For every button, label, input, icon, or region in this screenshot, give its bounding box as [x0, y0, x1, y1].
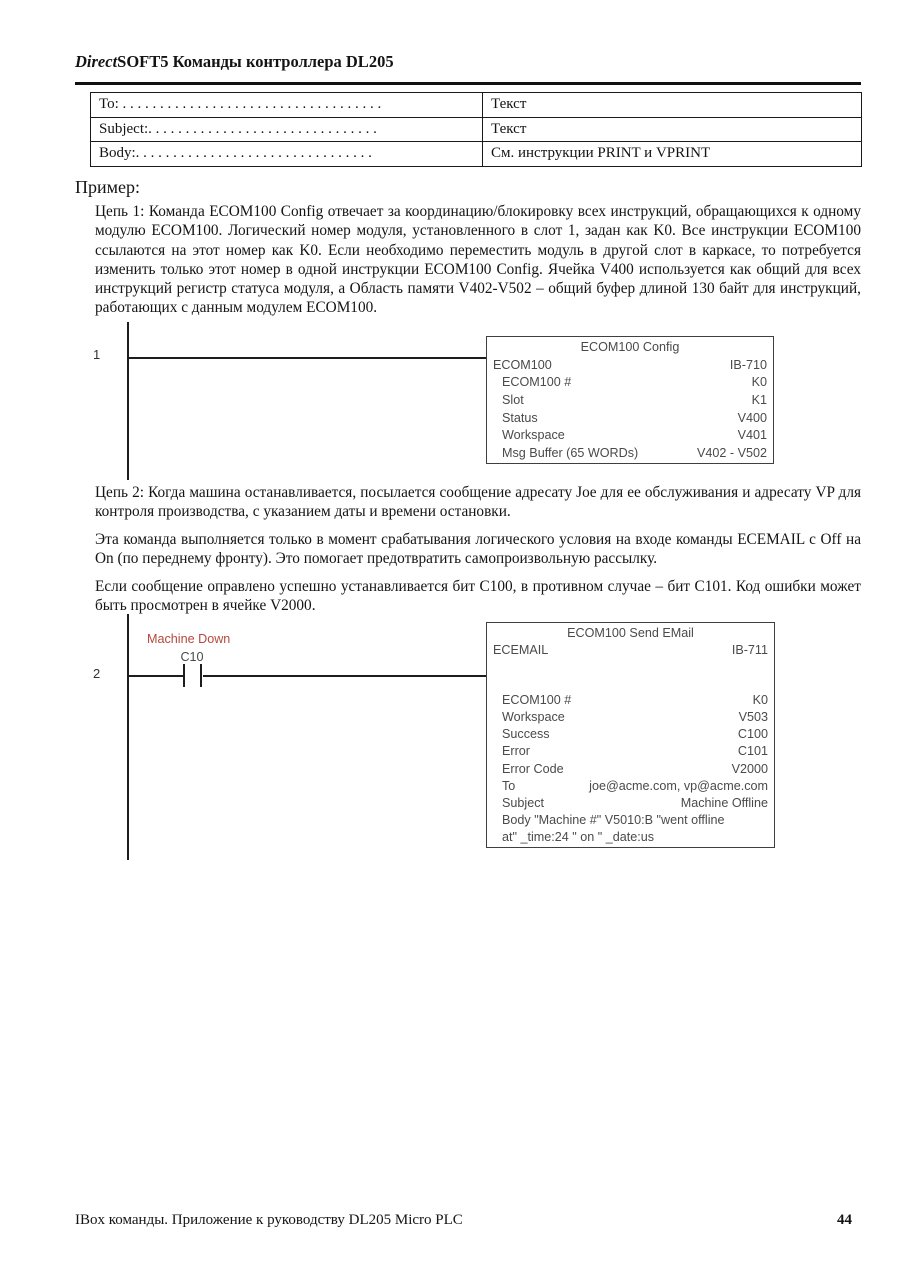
- ibox-row-value: V400: [737, 410, 767, 425]
- ibox-row-label: Workspace: [502, 710, 565, 725]
- ibox-row-value: V401: [737, 428, 767, 443]
- ibox-title: ECOM100 Send EMail: [567, 626, 694, 640]
- brand-italic: Direct: [75, 52, 118, 71]
- ibox-row: [493, 393, 767, 407]
- ibox-title: ECOM100 Config: [580, 340, 680, 354]
- ibox-row-value: C101: [737, 744, 768, 759]
- field-label-body: Body:. . . . . . . . . . . . . . . . . . . . . . . . . . . . . . . .: [91, 142, 483, 167]
- ibox-row-value: K0: [752, 693, 768, 708]
- ibox-row: [493, 710, 768, 724]
- ibox-row-value: C100: [737, 727, 768, 742]
- ibox-row: [493, 411, 767, 425]
- ibox-row-value: K0: [751, 375, 767, 390]
- ibox-row-value: joe@acme.com, vp@acme.com: [589, 778, 768, 793]
- table-row: [91, 142, 862, 167]
- rung2-number: 2: [93, 666, 101, 681]
- table-row: [91, 117, 862, 142]
- rung1-left-rail: [127, 322, 129, 480]
- ibox-row-label: Status: [502, 410, 538, 425]
- ibox-row-label: Slot: [502, 392, 524, 407]
- ibox-row-label: To: [502, 778, 516, 793]
- ibox-row: [493, 375, 767, 389]
- ibox-row-value: IB-711: [731, 643, 768, 658]
- ibox-row-value: V2000: [731, 761, 768, 776]
- email-fields-table: [90, 92, 862, 167]
- ibox-row: [493, 446, 767, 460]
- ibox-row-label: Error: [502, 744, 530, 759]
- ibox-row: [493, 358, 767, 372]
- ibox-row-value: Machine Offline: [680, 795, 768, 810]
- ecom100-send-email-ibox: [486, 622, 775, 848]
- ibox-row: [493, 693, 768, 707]
- paragraph-chain2: Цепь 2: Когда машина останавливается, посылается сообщение адресату Joe для ее обслуживания и адресату VP для контроля производства, с указанием даты и времени остановки.: [95, 484, 861, 521]
- page-number: 44: [837, 1212, 852, 1228]
- contact-bar-left: [183, 664, 185, 687]
- brand-rest: SOFT5 Команды контроллера DL205: [117, 52, 394, 71]
- ibox-row-label: ECOM100 #: [502, 693, 572, 708]
- ibox-row: [493, 779, 768, 793]
- rung1-number: 1: [93, 347, 101, 362]
- ibox-body-text: Body "Machine #" V5010:B "went offline: [502, 812, 725, 827]
- ibox-row: [493, 762, 768, 776]
- ibox-row-label: ECOM100: [493, 357, 552, 372]
- ibox-body-text: at" _time:24 " on " _date:us: [502, 829, 655, 844]
- field-value-body: См. инструкции PRINT и VPRINT: [483, 142, 862, 167]
- ibox-row: [493, 428, 767, 442]
- ibox-spacer: [493, 660, 768, 690]
- rung2-wire-left: [128, 675, 184, 677]
- field-label-subject: Subject:. . . . . . . . . . . . . . . . . . . . . . . . . . . . . . .: [91, 117, 483, 142]
- ibox-row: [493, 796, 768, 810]
- field-value-subject: Текст: [483, 117, 862, 142]
- ibox-row-label: ECEMAIL: [493, 643, 549, 658]
- ecom100-config-ibox: [486, 336, 774, 464]
- ibox-row: [493, 727, 768, 741]
- header-rule: [75, 82, 861, 85]
- ibox-row-label: ECOM100 #: [502, 375, 572, 390]
- ibox-row-value: K1: [751, 392, 767, 407]
- ibox-body-line: [493, 813, 768, 827]
- footer-text: IBox команды. Приложение к руководству DL205 Micro PLC: [75, 1212, 463, 1228]
- page-header-title: [75, 52, 394, 72]
- rung2-wire-right: [203, 675, 486, 677]
- ibox-row-label: Success: [502, 727, 550, 742]
- contact-tag: C10: [180, 650, 204, 664]
- example-heading: Пример:: [75, 177, 141, 197]
- ibox-row: [493, 744, 768, 758]
- ibox-row: [493, 643, 768, 657]
- rung2-left-rail: [127, 614, 129, 860]
- contact-comment: Machine Down: [147, 632, 231, 646]
- ibox-row-label: Subject: [502, 795, 545, 810]
- field-value-to: Текст: [483, 93, 862, 118]
- table-row: [91, 93, 862, 118]
- ibox-row-label: Error Code: [502, 761, 564, 776]
- paragraph-chain1: Цепь 1: Команда ECOM100 Config отвечает за координацию/блокировку всех инструкций, обращающихся к одному модулю ECOM100. Логический номер модуля, установленного в слот 1, задан как K0. Все инструкции ECOM100 ссылаются на этот номер как K0. Если необходимо переместить модуль в другой слот в каркасе, то потребуется изменить только этот номер в одной инструкции ECOM100 Config. Ячейка V400 используется как общий для всех инструкций регистр статуса модуля, а Область памяти V402-V502 – общий буфер длиной 130 байт для инструкций, работающих с данным модулем ECOM100.: [95, 203, 861, 317]
- rung1-wire: [128, 357, 486, 359]
- contact-bar-right: [200, 664, 202, 687]
- ibox-row-label: Msg Buffer (65 WORDs): [502, 445, 639, 460]
- ibox-body-line: [493, 830, 768, 844]
- paragraph-trigger: Эта команда выполняется только в момент срабатывания логического условия на входе команды ECEMAIL с Off на On (по переднему фронту). Это помогает предотвратить самопроизвольную рассылку.: [95, 531, 861, 568]
- ibox-row-value: V503: [738, 710, 768, 725]
- ibox-row-value: V402 - V502: [696, 445, 767, 460]
- paragraph-status-bits: Если сообщение оправлено успешно устанавливается бит C100, в противном случае – бит C101. Код ошибки может быть просмотрен в ячейке V2000.: [95, 578, 861, 615]
- ibox-row-value: IB-710: [729, 357, 767, 372]
- ibox-row-label: Workspace: [502, 428, 565, 443]
- field-label-to: To: . . . . . . . . . . . . . . . . . . . . . . . . . . . . . . . . . . .: [91, 93, 483, 118]
